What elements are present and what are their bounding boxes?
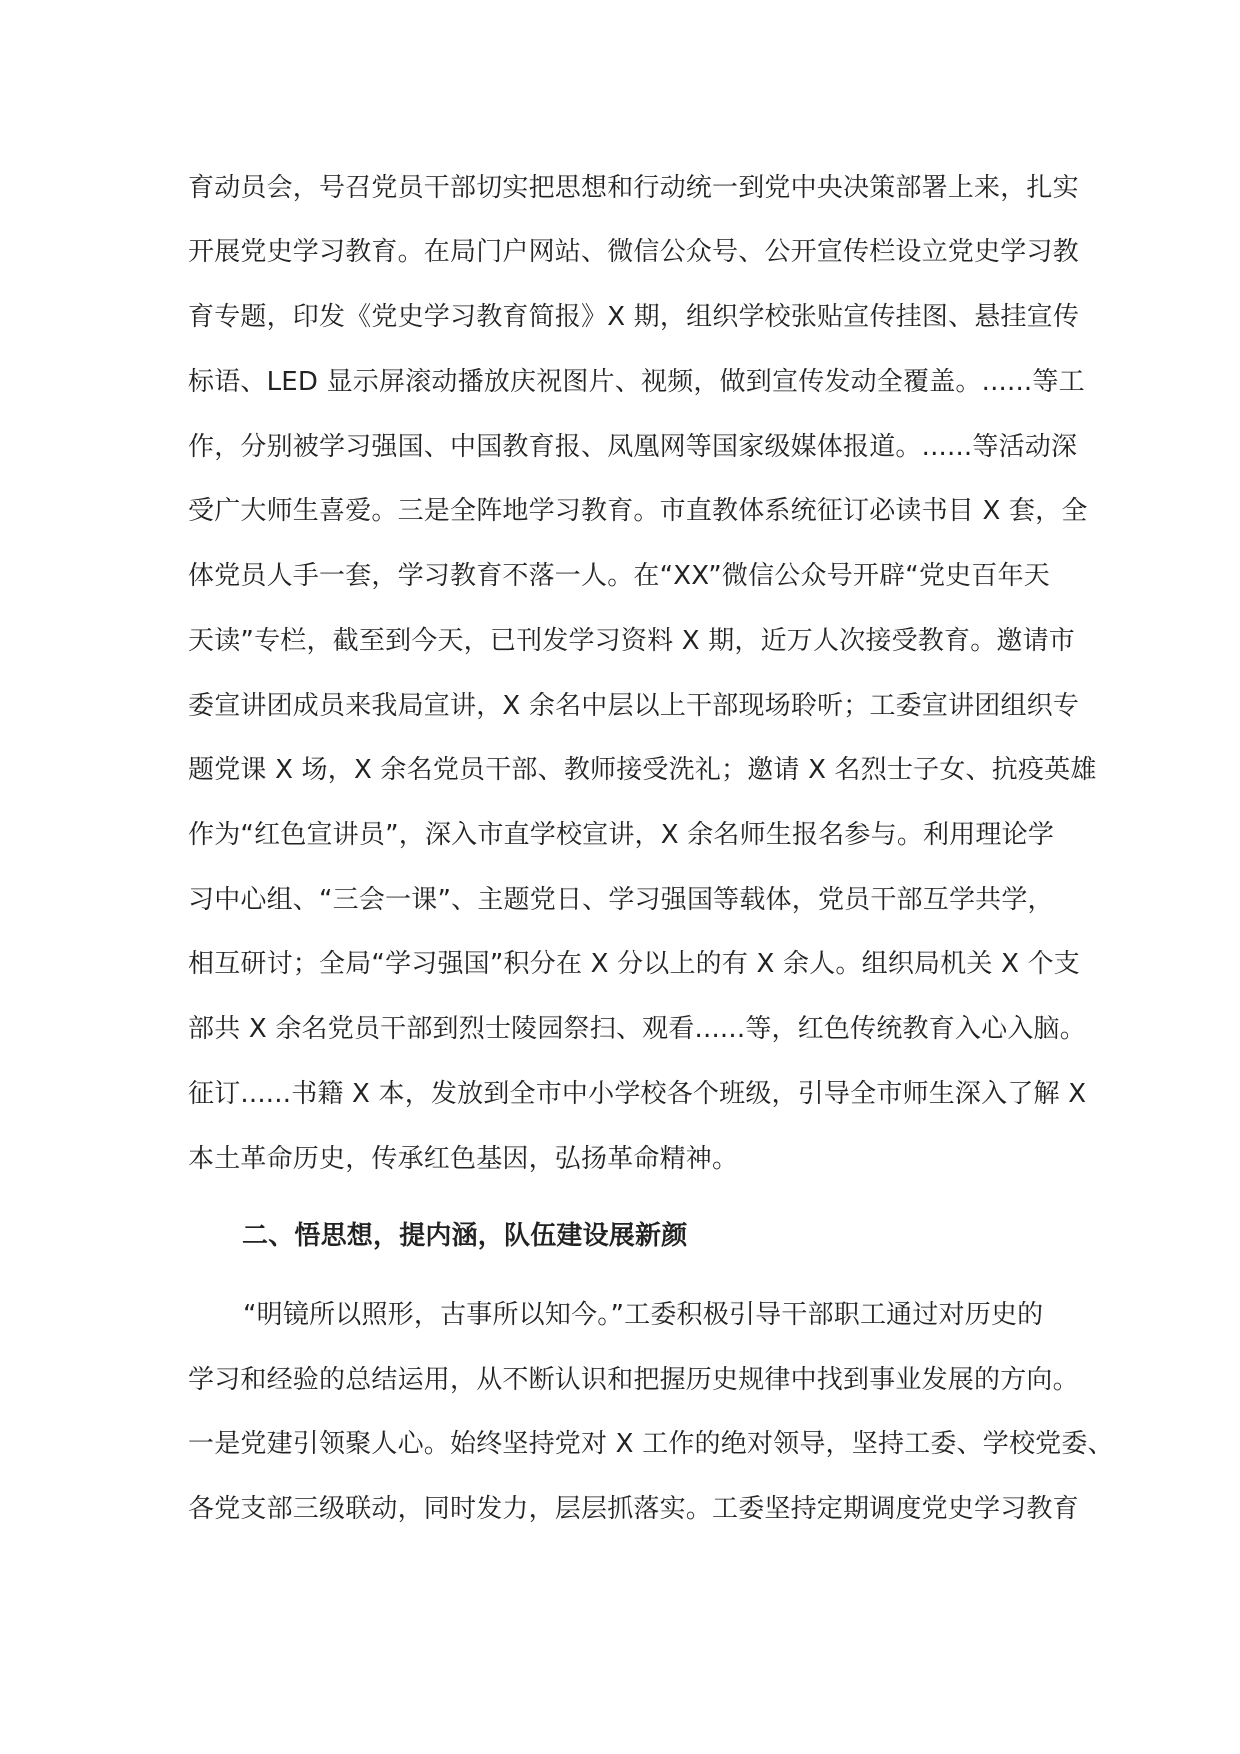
paragraph-2-line-1: “明镜所以照形，古事所以知今。”工委积极引导干部职工通过对历史的 xyxy=(243,1300,1044,1330)
paragraph-1-line-15: 征订......书籍 X 本，发放到全市中小学校各个班级，引导全市师生深入了解 X xyxy=(188,1079,1087,1109)
section-heading: 二、悟思想，提内涵，队伍建设展新颜 xyxy=(242,1221,688,1251)
paragraph-1-line-10: 题党课 X 场，X 余名党员干部、教师接受洗礼；邀请 X 名烈士子女、抗疫英雄 xyxy=(188,755,1097,785)
paragraph-2-line-4: 各党支部三级联动，同时发力，层层抓落实。工委坚持定期调度党史学习教育 xyxy=(188,1494,1079,1524)
paragraph-1-line-2: 开展党史学习教育。在局门户网站、微信公众号、公开宣传栏设立党史学习教 xyxy=(188,237,1079,267)
paragraph-1-line-4: 标语、LED 显示屏滚动播放庆祝图片、视频，做到宣传发动全覆盖。......等工 xyxy=(188,367,1085,397)
paragraph-2-line-3: 一是党建引领聚人心。始终坚持党对 X 工作的绝对领导，坚持工委、学校党委、 xyxy=(188,1429,1114,1459)
paragraph-1-line-9: 委宣讲团成员来我局宣讲，X 余名中层以上干部现场聆听；工委宣讲团组织专 xyxy=(188,691,1080,721)
paragraph-1-line-5: 作，分别被学习强国、中国教育报、凤凰网等国家级媒体报道。......等活动深 xyxy=(188,432,1078,462)
paragraph-1-line-6: 受广大师生喜爱。三是全阵地学习教育。市直教体系统征订必读书目 X 套，全 xyxy=(188,496,1088,526)
paragraph-1-line-13: 相互研讨；全局“学习强国”积分在 X 分以上的有 X 余人。组织局机关 X 个支 xyxy=(188,949,1080,979)
paragraph-1-line-16: 本土革命历史，传承红色基因，弘扬革命精神。 xyxy=(188,1144,739,1174)
paragraph-1-line-3: 育专题，印发《党史学习教育简报》X 期，组织学校张贴宣传挂图、悬挂宣传 xyxy=(188,302,1080,332)
paragraph-1-line-14: 部共 X 余名党员干部到烈士陵园祭扫、观看......等，红色传统教育入心入脑。 xyxy=(188,1014,1086,1044)
paragraph-1-line-8: 天读”专栏，截至到今天，已刊发学习资料 X 期，近万人次接受教育。邀请市 xyxy=(188,626,1076,656)
paragraph-1-line-11: 作为“红色宣讲员”，深入市直学校宣讲，X 余名师生报名参与。利用理论学 xyxy=(188,820,1055,850)
paragraph-1-line-12: 习中心组、“三会一课”、主题党日、学习强国等载体，党员干部互学共学， xyxy=(188,885,1054,915)
paragraph-1-line-7: 体党员人手一套，学习教育不落一人。在“XX”微信公众号开辟“党史百年天 xyxy=(188,561,1050,591)
paragraph-1-line-1: 育动员会，号召党员干部切实把思想和行动统一到党中央决策部署上来，扎实 xyxy=(188,173,1079,203)
paragraph-2-line-2: 学习和经验的总结运用，从不断认识和把握历史规律中找到事业发展的方向。 xyxy=(188,1365,1079,1395)
